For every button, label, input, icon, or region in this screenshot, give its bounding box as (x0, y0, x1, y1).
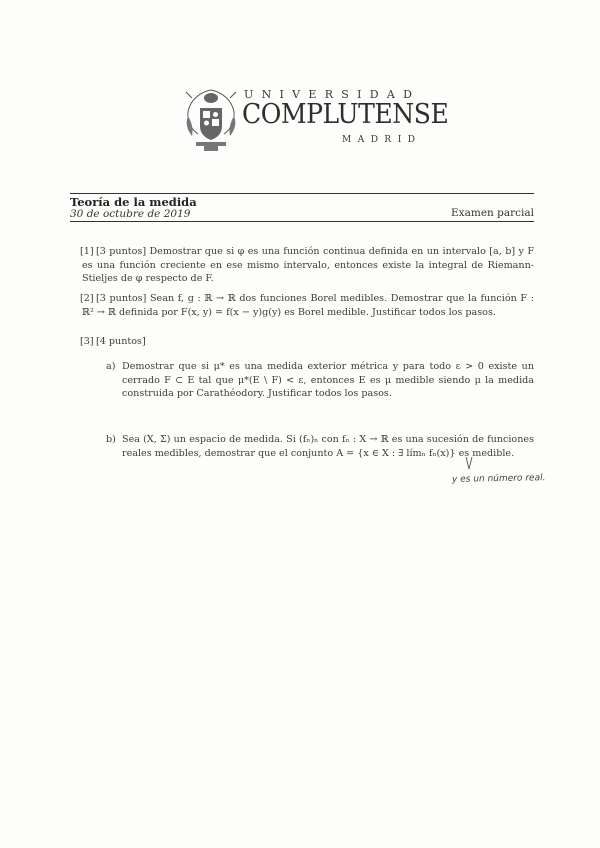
problem-3 (82, 335, 534, 349)
part-text: Demostrar que si μ* es una medida exterior métrica y para todo ε > 0 existe un cerrado F ⊂ E tal que μ*(E \ F) < ε, entonces E es μ medible siendo μ la medida construida por Carathéodory. Justificar todos los pasos. (122, 361, 534, 399)
problem-number: [1] (80, 246, 94, 257)
header-rule-top (70, 193, 534, 194)
problem-1 (82, 245, 534, 286)
university-crest-icon (182, 86, 240, 152)
handwritten-caret-icon (464, 455, 474, 475)
problem-text: [3 puntos] Demostrar que si φ es una función continua definida en un intervalo [a, b] y F es una función creciente en ese mismo intervalo, entonces existe la integral de Riemann-Stieljes de φ respecto de F. (82, 246, 534, 284)
complutense-wordmark: COMPLUTENSE (242, 99, 449, 130)
madrid-wordmark: MADRID (342, 135, 422, 145)
part-label: a) (106, 361, 116, 372)
part-label: b) (106, 434, 116, 445)
exam-date: 30 de octubre de 2019 (70, 208, 191, 220)
problem-2 (82, 292, 534, 319)
problem-number: [2] (80, 293, 94, 304)
course-title: Teoría de la medida (70, 195, 197, 209)
university-wordmark: UNIVERSIDAD (244, 88, 421, 101)
problem-text: [3 puntos] Sean f, g : ℝ → ℝ dos funciones Borel medibles. Demostrar que la función F : ℝ² → ℝ definida por F(x, y) = f(x − y)g(y) es Borel medible. Justificar todos los pasos. (82, 293, 534, 318)
handwritten-note: y es un número real. (451, 473, 546, 485)
problem-3-part-a (106, 360, 534, 401)
part-text: Sea (X, Σ) un espacio de medida. Si (fₙ)ₙ con fₙ : X → ℝ es una sucesión de funciones reales medibles, demostrar que el conjunto A = {x ∈ X : ∃ límₙ fₙ(x)} es medible. (122, 434, 534, 459)
header-rule-bottom (70, 221, 534, 222)
problem-number: [3] (80, 336, 94, 347)
problem-text: [4 puntos] (96, 336, 146, 347)
exam-type: Examen parcial (451, 207, 534, 219)
university-logo (182, 86, 449, 156)
